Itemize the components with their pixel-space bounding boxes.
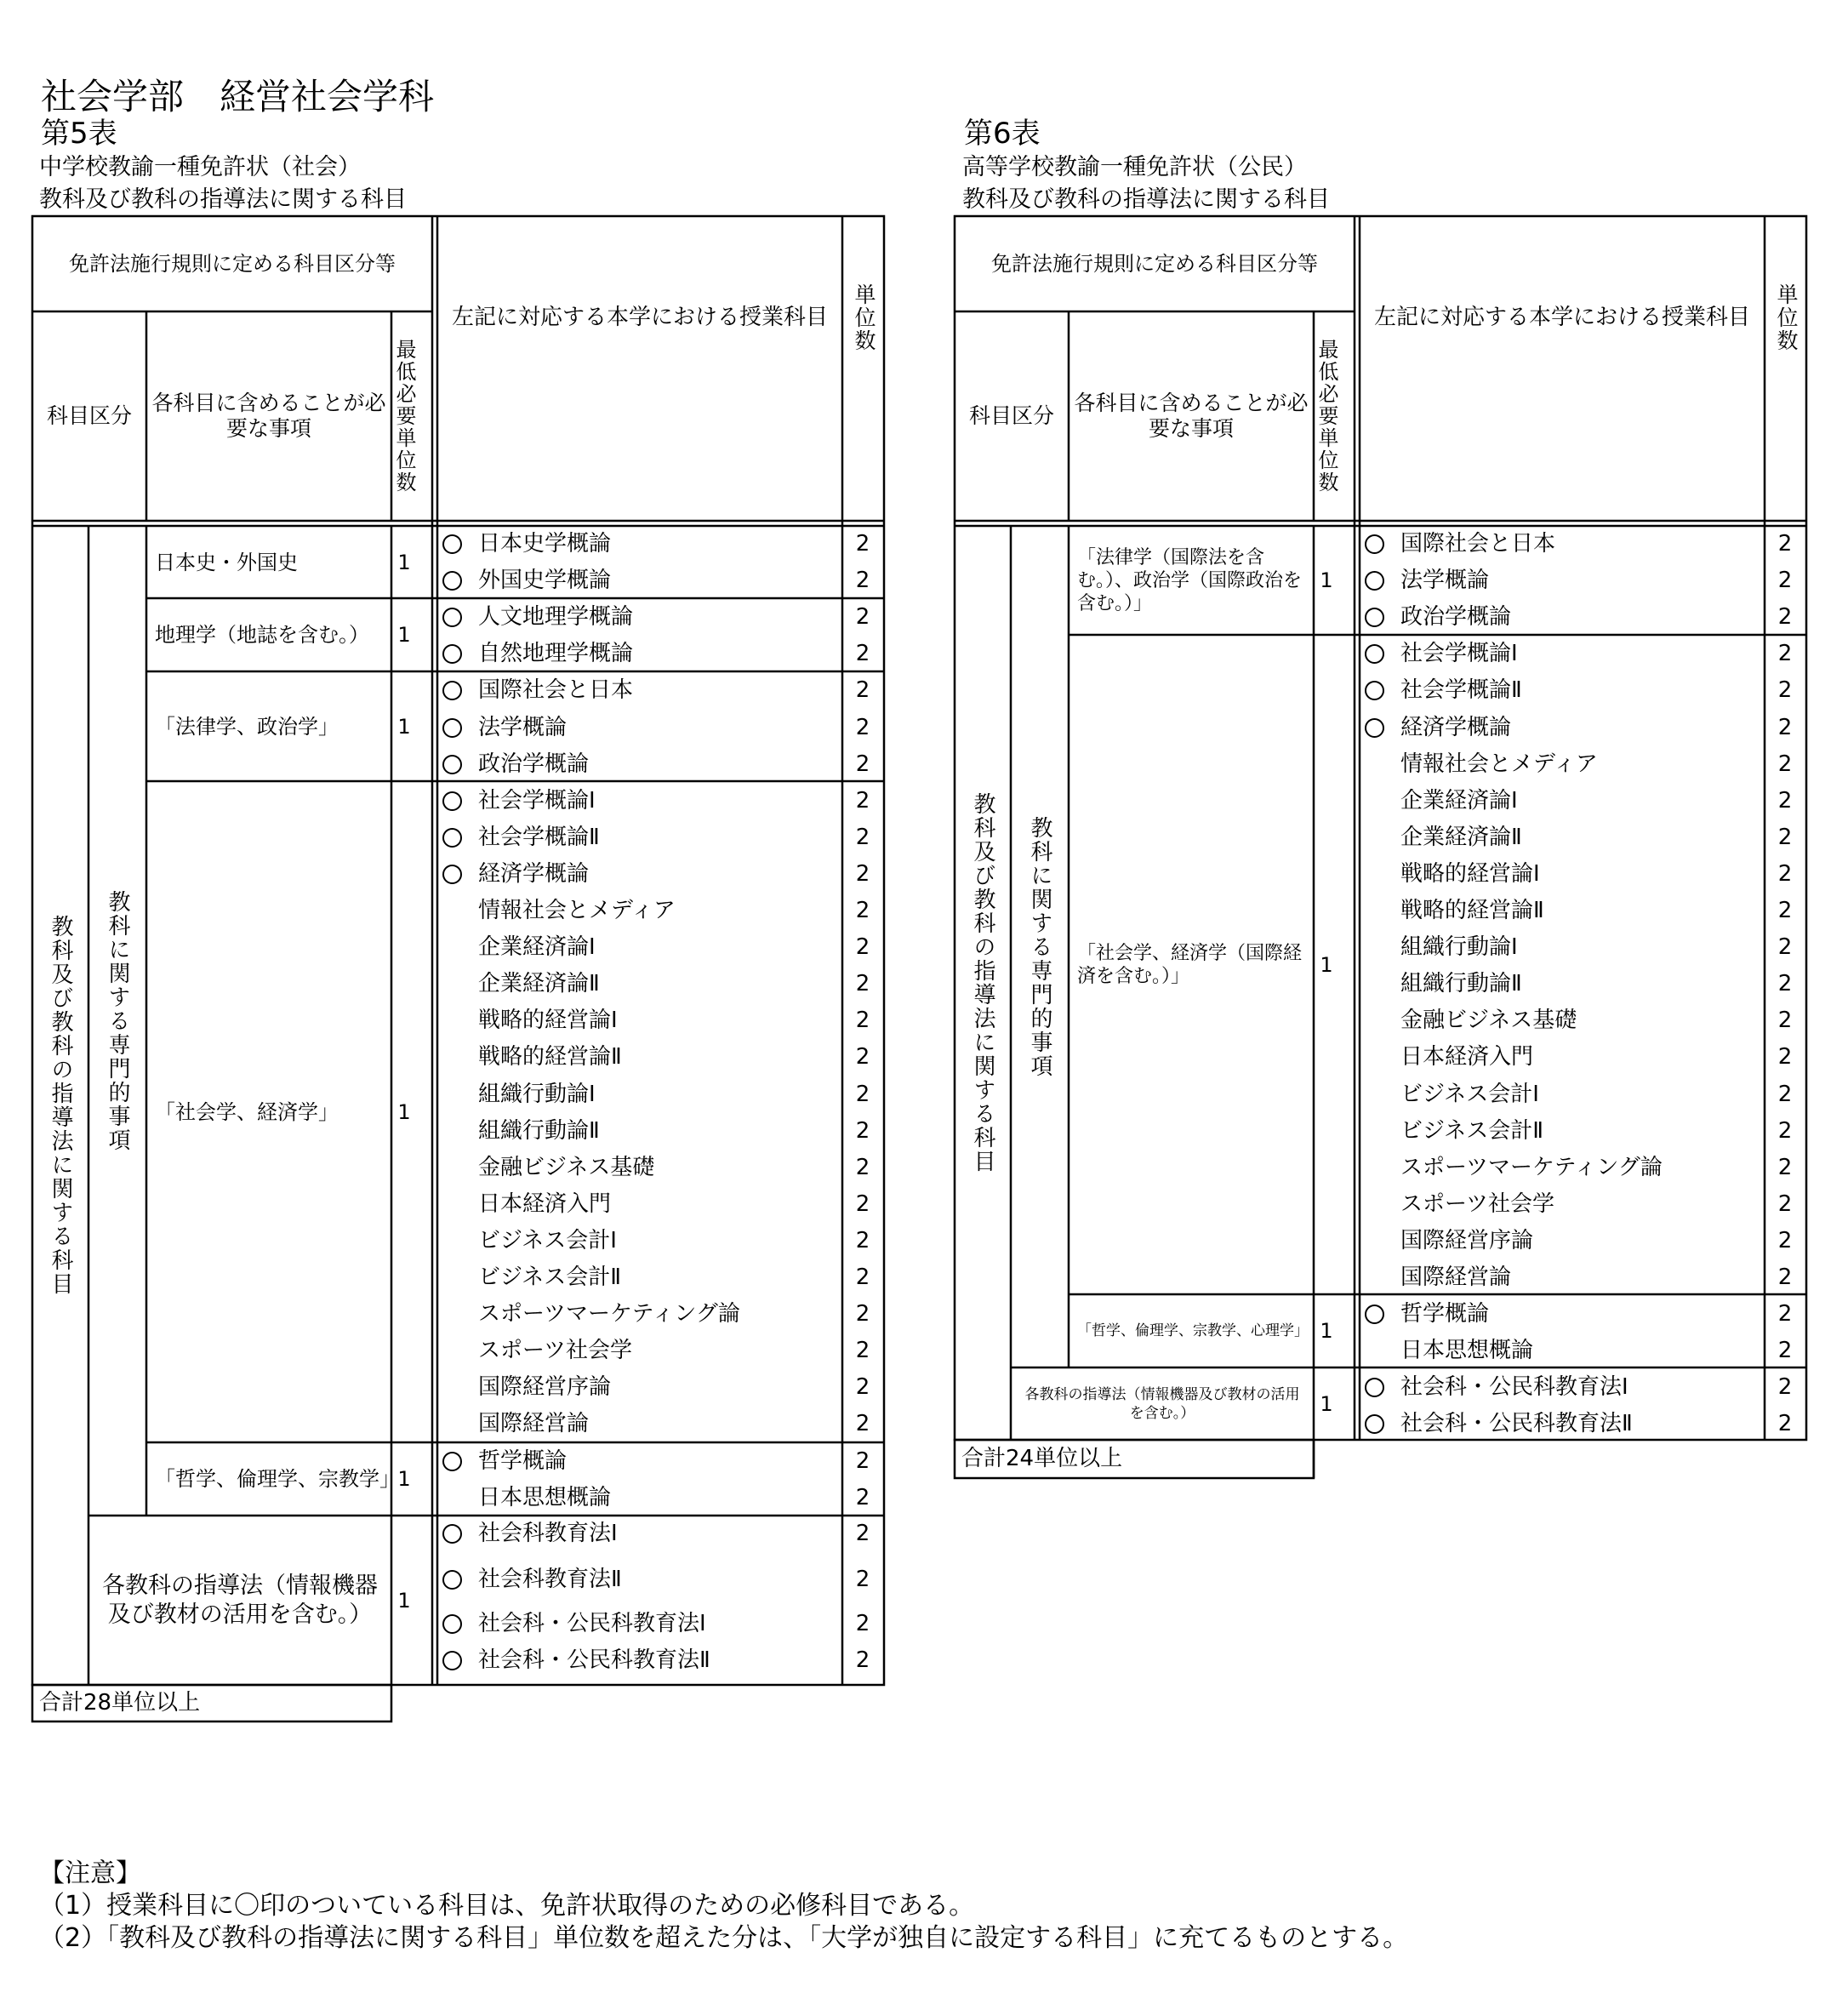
course-name: 政治学概論 bbox=[1400, 604, 1512, 631]
course-units: 2 bbox=[855, 1081, 870, 1107]
course-name: 社会学概論Ⅰ bbox=[1400, 641, 1518, 667]
course-units: 2 bbox=[855, 1338, 870, 1364]
group-item: 「社会学、経済学」 bbox=[155, 1099, 339, 1124]
header-courses: 左記に対応する本学における授業科目 bbox=[451, 305, 828, 330]
header-units: 単位数 bbox=[1774, 283, 1799, 352]
course-row bbox=[0, 636, 1848, 672]
table6-total: 合計24単位以上 bbox=[961, 1446, 1123, 1471]
course-units: 2 bbox=[855, 641, 870, 667]
course-row bbox=[0, 526, 1848, 562]
course-row bbox=[0, 1333, 1848, 1369]
notes-heading: 【注意】 bbox=[39, 1858, 141, 1888]
table6-license: 高等学校教諭一種免許状（公民） bbox=[962, 154, 1307, 180]
course-units: 2 bbox=[855, 1567, 870, 1592]
course-units: 2 bbox=[855, 1521, 870, 1546]
course-units: 2 bbox=[855, 677, 870, 704]
required-circle-icon bbox=[1365, 534, 1384, 554]
course-name: 国際経営序論 bbox=[478, 1374, 612, 1401]
course-units: 2 bbox=[1777, 1227, 1793, 1253]
group-min: 1 bbox=[1320, 1391, 1333, 1416]
course-name: ビジネス会計Ⅰ bbox=[478, 1227, 617, 1253]
notes-line-1: （1）授業科目に〇印のついている科目は、免許状取得のための必修科目である。 bbox=[39, 1891, 975, 1921]
header-items: 各科目に含めることが必要な事項 bbox=[151, 391, 386, 441]
course-name: 社会科・公民科教育法Ⅱ bbox=[1400, 1411, 1633, 1437]
course-name: 組織行動論Ⅰ bbox=[1400, 934, 1518, 961]
course-units: 2 bbox=[855, 1265, 870, 1290]
course-row bbox=[0, 1259, 1848, 1296]
course-row bbox=[0, 1150, 1848, 1186]
table6-label: 第6表 bbox=[964, 117, 1041, 151]
course-row bbox=[0, 819, 1848, 856]
header-kubun: 科目区分 bbox=[968, 403, 1054, 428]
course-units: 2 bbox=[855, 604, 870, 631]
course-name: 国際経営序論 bbox=[1400, 1227, 1534, 1253]
course-name: スポーツ社会学 bbox=[1400, 1190, 1554, 1217]
course-row bbox=[0, 929, 1848, 966]
required-circle-icon bbox=[1365, 608, 1384, 627]
course-name: 社会科・公民科教育法Ⅱ bbox=[478, 1647, 710, 1673]
course-row bbox=[0, 1113, 1848, 1150]
group-item: 「哲学、倫理学、宗教学、心理学」 bbox=[1077, 1322, 1309, 1339]
course-name: 情報社会とメディア bbox=[478, 898, 676, 923]
course-name: 組織行動論Ⅱ bbox=[1400, 971, 1522, 997]
course-units: 2 bbox=[855, 787, 870, 814]
course-units: 2 bbox=[855, 1227, 870, 1253]
course-name: 社会学概論Ⅱ bbox=[1400, 677, 1522, 704]
course-name: 外国史学概論 bbox=[478, 568, 612, 594]
group-min: 1 bbox=[397, 1588, 411, 1613]
course-name: 経済学概論 bbox=[1400, 714, 1512, 740]
group-min: 1 bbox=[397, 714, 411, 739]
course-row bbox=[0, 672, 1848, 709]
course-name: 法学概論 bbox=[478, 714, 568, 740]
course-row bbox=[0, 746, 1848, 783]
group-item: 日本史・外国史 bbox=[155, 550, 298, 574]
group-item: 各教科の指導法（情報機器及び教材の活用を含む。） bbox=[102, 1572, 378, 1628]
course-units: 2 bbox=[855, 1008, 870, 1034]
course-units: 2 bbox=[855, 1117, 870, 1144]
course-row bbox=[0, 783, 1848, 819]
course-units: 2 bbox=[1777, 824, 1793, 850]
course-units: 2 bbox=[855, 1374, 870, 1401]
group-min: 1 bbox=[1320, 1319, 1333, 1343]
course-units: 2 bbox=[855, 860, 870, 887]
course-units: 2 bbox=[1777, 568, 1793, 594]
course-units: 2 bbox=[855, 531, 870, 557]
group-item: 地理学（地誌を含む。） bbox=[155, 623, 369, 647]
course-name: 日本史学概論 bbox=[478, 531, 612, 557]
required-circle-icon bbox=[1365, 1305, 1384, 1324]
course-row bbox=[0, 710, 1848, 746]
page-title: 社会学部 経営社会学科 bbox=[41, 76, 435, 117]
course-units: 2 bbox=[1777, 604, 1793, 631]
course-name: 企業経済論Ⅰ bbox=[478, 934, 596, 961]
header-rules: 免許法施行規則に定める科目区分等 bbox=[69, 252, 396, 276]
course-name: 自然地理学概論 bbox=[478, 641, 634, 667]
course-units: 2 bbox=[1777, 787, 1793, 814]
course-units: 2 bbox=[855, 1190, 870, 1217]
course-name: 社会学概論Ⅰ bbox=[478, 787, 596, 814]
course-units: 2 bbox=[855, 934, 870, 961]
course-name: 国際経営論 bbox=[1400, 1265, 1512, 1290]
course-units: 2 bbox=[855, 1647, 870, 1673]
course-name: 戦略的経営論Ⅱ bbox=[1400, 898, 1544, 923]
course-name: 金融ビジネス基礎 bbox=[1400, 1008, 1577, 1034]
course-name: 企業経済論Ⅱ bbox=[478, 971, 600, 997]
course-name: 国際社会と日本 bbox=[478, 677, 634, 704]
course-units: 2 bbox=[855, 1044, 870, 1071]
required-circle-icon bbox=[1365, 1378, 1384, 1397]
course-name: 戦略的経営論Ⅱ bbox=[478, 1044, 622, 1071]
table6-category: 教科及び教科の指導法に関する科目 bbox=[962, 186, 1330, 213]
course-name: 組織行動論Ⅱ bbox=[478, 1117, 600, 1144]
header-rules: 免許法施行規則に定める科目区分等 bbox=[991, 252, 1318, 276]
group-min: 1 bbox=[397, 550, 411, 574]
group-min: 1 bbox=[397, 623, 411, 647]
course-units: 2 bbox=[855, 1447, 870, 1474]
course-row bbox=[0, 1296, 1848, 1333]
course-units: 2 bbox=[1777, 677, 1793, 704]
course-row bbox=[0, 1076, 1848, 1113]
course-units: 2 bbox=[855, 824, 870, 850]
header-courses: 左記に対応する本学における授業科目 bbox=[1373, 305, 1750, 330]
course-name: 社会学概論Ⅱ bbox=[478, 824, 600, 850]
table5-label: 第5表 bbox=[41, 117, 117, 151]
required-circle-icon bbox=[1365, 718, 1384, 738]
course-row bbox=[0, 966, 1848, 1002]
table5-category: 教科及び教科の指導法に関する科目 bbox=[39, 186, 407, 213]
table5-total: 合計28単位以上 bbox=[39, 1690, 201, 1716]
header-min-units: 最低必要単位数 bbox=[392, 339, 416, 494]
course-units: 2 bbox=[1777, 714, 1793, 740]
course-name: 日本思想概論 bbox=[478, 1484, 612, 1510]
course-units: 2 bbox=[1777, 1008, 1793, 1034]
course-row bbox=[0, 893, 1848, 929]
course-name: 国際社会と日本 bbox=[1400, 531, 1556, 557]
course-name: 社会科・公民科教育法Ⅰ bbox=[1400, 1374, 1628, 1401]
course-units: 2 bbox=[855, 568, 870, 594]
group-item: 「哲学、倫理学、宗教学」 bbox=[155, 1467, 400, 1491]
course-name: 人文地理学概論 bbox=[478, 604, 634, 631]
course-units: 2 bbox=[1777, 1411, 1793, 1437]
course-name: 戦略的経営論Ⅰ bbox=[1400, 860, 1540, 887]
course-units: 2 bbox=[1777, 1081, 1793, 1107]
course-units: 2 bbox=[1777, 1301, 1793, 1327]
course-row bbox=[0, 599, 1848, 636]
course-units: 2 bbox=[1777, 1117, 1793, 1144]
course-name: 日本経済入門 bbox=[1400, 1044, 1534, 1071]
course-units: 2 bbox=[1777, 860, 1793, 887]
course-name: スポーツマーケティング論 bbox=[1400, 1154, 1663, 1180]
course-name: 戦略的経営論Ⅰ bbox=[478, 1008, 618, 1034]
course-units: 2 bbox=[855, 1154, 870, 1180]
course-units: 2 bbox=[855, 1484, 870, 1510]
group-min: 1 bbox=[397, 1099, 411, 1124]
course-name: スポーツ社会学 bbox=[478, 1338, 632, 1364]
course-name: 情報社会とメディア bbox=[1400, 751, 1598, 777]
course-units: 2 bbox=[855, 1411, 870, 1437]
header-units: 単位数 bbox=[852, 283, 876, 352]
course-name: 社会科・公民科教育法Ⅰ bbox=[478, 1611, 706, 1636]
course-name: 法学概論 bbox=[1400, 568, 1490, 594]
course-name: 政治学概論 bbox=[478, 751, 590, 777]
course-units: 2 bbox=[1777, 1190, 1793, 1217]
course-units: 2 bbox=[1777, 1154, 1793, 1180]
course-name: 企業経済論Ⅰ bbox=[1400, 787, 1518, 814]
course-name: ビジネス会計Ⅱ bbox=[478, 1265, 622, 1290]
inner-label: 教科に関する専門的事項 bbox=[1027, 815, 1052, 1078]
course-units: 2 bbox=[1777, 934, 1793, 961]
course-name: 社会科教育法Ⅱ bbox=[478, 1567, 622, 1592]
course-row bbox=[0, 1223, 1848, 1259]
group-item: 「法律学（国際法を含む。）、政治学（国際政治を含む。）」 bbox=[1077, 546, 1303, 614]
outer-label: 教科及び教科の指導法に関する科目 bbox=[48, 915, 73, 1296]
course-name: 企業経済論Ⅱ bbox=[1400, 824, 1522, 850]
course-units: 2 bbox=[1777, 1044, 1793, 1071]
header-items: 各科目に含めることが必要な事項 bbox=[1074, 391, 1309, 441]
inner-label: 教科に関する専門的事項 bbox=[105, 889, 130, 1152]
course-units: 2 bbox=[855, 898, 870, 923]
required-circle-icon bbox=[1365, 681, 1384, 700]
group-item: 「社会学、経済学（国際経済を含む。）」 bbox=[1077, 942, 1303, 987]
header-kubun: 科目区分 bbox=[46, 403, 132, 428]
course-row bbox=[0, 1002, 1848, 1039]
course-units: 2 bbox=[855, 1301, 870, 1327]
course-name: 哲学概論 bbox=[478, 1447, 568, 1474]
course-units: 2 bbox=[1777, 641, 1793, 667]
course-name: 日本思想概論 bbox=[1400, 1338, 1534, 1364]
course-units: 2 bbox=[1777, 1374, 1793, 1401]
course-row bbox=[0, 1039, 1848, 1076]
course-name: 経済学概論 bbox=[478, 860, 590, 887]
outer-label: 教科及び教科の指導法に関する科目 bbox=[970, 792, 995, 1173]
course-row bbox=[0, 562, 1848, 599]
course-units: 2 bbox=[855, 1611, 870, 1636]
course-row bbox=[0, 1406, 1848, 1442]
required-circle-icon bbox=[1365, 644, 1384, 664]
course-units: 2 bbox=[855, 714, 870, 740]
course-row bbox=[0, 1186, 1848, 1223]
required-circle-icon bbox=[1365, 1414, 1384, 1434]
course-units: 2 bbox=[855, 751, 870, 777]
course-units: 2 bbox=[1777, 1338, 1793, 1364]
required-circle-icon bbox=[1365, 571, 1384, 591]
course-units: 2 bbox=[855, 971, 870, 997]
course-name: 国際経営論 bbox=[478, 1411, 590, 1437]
course-units: 2 bbox=[1777, 751, 1793, 777]
course-units: 2 bbox=[1777, 898, 1793, 923]
course-name: 金融ビジネス基礎 bbox=[478, 1154, 655, 1180]
header-min-units: 最低必要単位数 bbox=[1315, 339, 1338, 494]
course-row bbox=[0, 856, 1848, 893]
course-name: 社会科教育法Ⅰ bbox=[478, 1521, 618, 1546]
group-min: 1 bbox=[1320, 952, 1333, 977]
course-name: ビジネス会計Ⅱ bbox=[1400, 1117, 1544, 1144]
group-item: 「法律学、政治学」 bbox=[155, 714, 339, 739]
course-units: 2 bbox=[1777, 971, 1793, 997]
course-row bbox=[0, 1369, 1848, 1406]
group-min: 1 bbox=[397, 1467, 411, 1491]
group-min: 1 bbox=[1320, 568, 1333, 592]
course-units: 2 bbox=[1777, 531, 1793, 557]
table5-license: 中学校教諭一種免許状（社会） bbox=[39, 154, 361, 180]
course-name: スポーツマーケティング論 bbox=[478, 1301, 740, 1327]
course-name: 日本経済入門 bbox=[478, 1190, 612, 1217]
group-item: 各教科の指導法（情報機器及び教材の活用を含む。） bbox=[1024, 1385, 1300, 1422]
course-name: 哲学概論 bbox=[1400, 1301, 1490, 1327]
notes-line-2: （2）「教科及び教科の指導法に関する科目」単位数を超えた分は、「大学が独自に設定する科目」に充てるものとする。 bbox=[39, 1923, 1409, 1953]
course-units: 2 bbox=[1777, 1265, 1793, 1290]
course-name: ビジネス会計Ⅰ bbox=[1400, 1081, 1539, 1107]
course-name: 組織行動論Ⅰ bbox=[478, 1081, 596, 1107]
